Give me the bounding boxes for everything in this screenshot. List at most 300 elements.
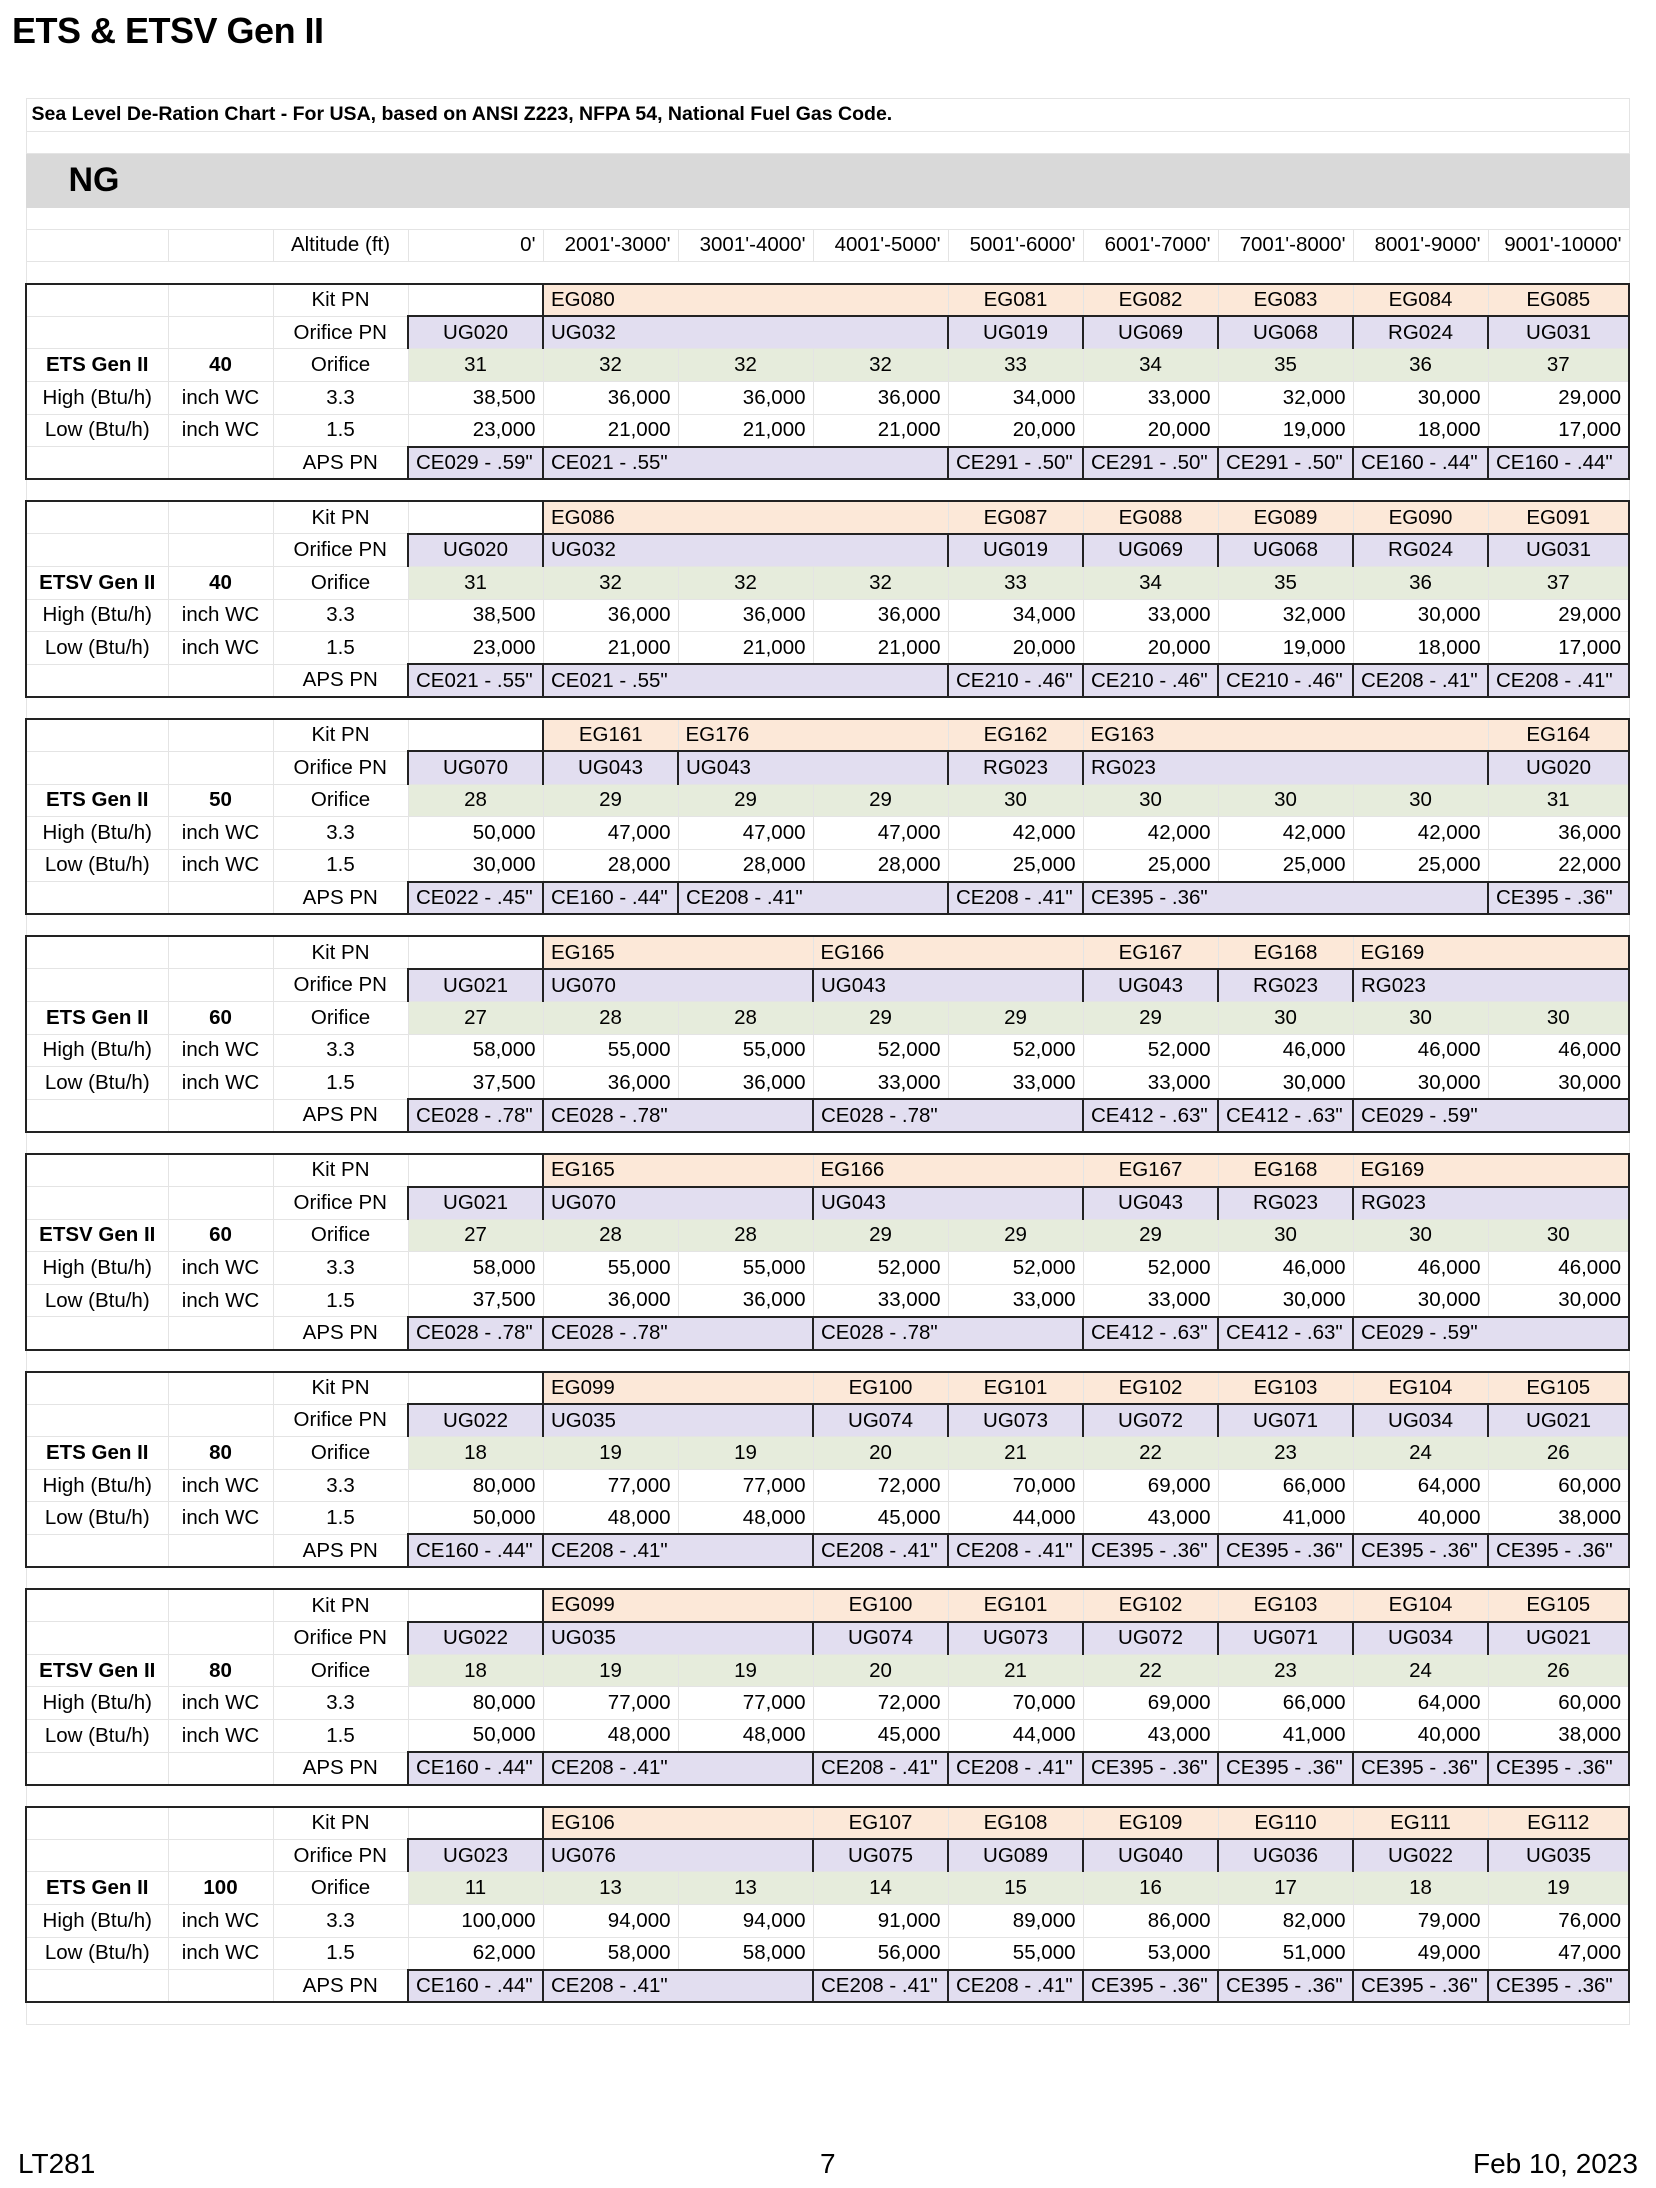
orifice-size: 29 bbox=[813, 1219, 948, 1252]
model-block-row bbox=[26, 1970, 1629, 2003]
model-block-row bbox=[26, 414, 1629, 447]
spacer-row bbox=[26, 1785, 1629, 1807]
orifice-size: 28 bbox=[678, 1002, 813, 1035]
pressure-unit: inch WC bbox=[168, 1904, 273, 1937]
kit-part-number: EG168 bbox=[1218, 936, 1353, 969]
row-label: APS PN bbox=[273, 447, 408, 480]
low-input-value: 30,000 bbox=[1353, 1067, 1488, 1100]
low-input-value: 30,000 bbox=[1218, 1284, 1353, 1317]
empty-cell bbox=[168, 534, 273, 567]
empty-cell bbox=[26, 1317, 168, 1350]
model-block-row bbox=[26, 1687, 1629, 1720]
high-input-value: 60,000 bbox=[1488, 1687, 1629, 1720]
altitude-column-header: 0' bbox=[408, 229, 543, 262]
low-input-value: 41,000 bbox=[1218, 1502, 1353, 1535]
orifice-part-number: UG021 bbox=[408, 969, 543, 1002]
kit-part-number: EG083 bbox=[1218, 284, 1353, 317]
spacer-row bbox=[26, 131, 1629, 153]
row-label: Kit PN bbox=[273, 1372, 408, 1405]
aps-part-number: CE028 - .78" bbox=[543, 1099, 813, 1132]
row-label: Kit PN bbox=[273, 1154, 408, 1187]
empty-cell bbox=[26, 1187, 168, 1220]
low-input-value: 21,000 bbox=[813, 632, 948, 665]
aps-part-number: CE029 - .59" bbox=[1353, 1099, 1629, 1132]
orifice-part-number: UG073 bbox=[948, 1404, 1083, 1437]
high-input-value: 66,000 bbox=[1218, 1687, 1353, 1720]
high-input-value: 55,000 bbox=[678, 1034, 813, 1067]
aps-part-number: CE395 - .36" bbox=[1488, 882, 1629, 915]
low-input-value: 20,000 bbox=[1083, 632, 1218, 665]
low-input-value: 21,000 bbox=[678, 414, 813, 447]
low-input-value: 36,000 bbox=[543, 1067, 678, 1100]
orifice-part-number: UG020 bbox=[408, 534, 543, 567]
aps-part-number: CE291 - .50" bbox=[1218, 447, 1353, 480]
orifice-size: 28 bbox=[678, 1219, 813, 1252]
orifice-size: 30 bbox=[1488, 1002, 1629, 1035]
document-id: LT281 bbox=[18, 2148, 96, 2179]
orifice-part-number: UG072 bbox=[1083, 1622, 1218, 1655]
model-block-row bbox=[26, 817, 1629, 850]
pressure-unit: inch WC bbox=[168, 1284, 273, 1317]
orifice-part-number: UG032 bbox=[543, 316, 948, 349]
low-input-value: 36,000 bbox=[678, 1284, 813, 1317]
aps-part-number: CE395 - .36" bbox=[1488, 1970, 1629, 2003]
row-label: Kit PN bbox=[273, 936, 408, 969]
aps-part-number: CE029 - .59" bbox=[408, 447, 543, 480]
orifice-part-number: UG031 bbox=[1488, 534, 1629, 567]
low-input-value: 18,000 bbox=[1353, 414, 1488, 447]
low-input-value: 30,000 bbox=[1488, 1284, 1629, 1317]
orifice-part-number: UG043 bbox=[1083, 1187, 1218, 1220]
low-pressure-value: 1.5 bbox=[273, 1719, 408, 1752]
orifice-size: 29 bbox=[1083, 1002, 1218, 1035]
aps-part-number: CE395 - .36" bbox=[1083, 1752, 1218, 1785]
low-input-value: 33,000 bbox=[948, 1284, 1083, 1317]
row-label: Low (Btu/h) bbox=[26, 1502, 168, 1535]
orifice-part-number: UG040 bbox=[1083, 1839, 1218, 1872]
high-pressure-value: 3.3 bbox=[273, 1034, 408, 1067]
orifice-part-number: UG021 bbox=[1488, 1622, 1629, 1655]
orifice-part-number: UG070 bbox=[543, 969, 813, 1002]
empty-cell bbox=[26, 1970, 168, 2003]
page-number: 7 bbox=[820, 2148, 836, 2179]
high-input-value: 38,500 bbox=[408, 599, 543, 632]
orifice-size: 13 bbox=[543, 1872, 678, 1905]
low-input-value: 25,000 bbox=[1353, 849, 1488, 882]
orifice-part-number: UG020 bbox=[1488, 751, 1629, 784]
row-label: High (Btu/h) bbox=[26, 1469, 168, 1502]
kit-part-number: EG112 bbox=[1488, 1807, 1629, 1840]
kit-part-number: EG104 bbox=[1353, 1589, 1488, 1622]
low-input-value: 33,000 bbox=[813, 1284, 948, 1317]
model-block-row bbox=[26, 349, 1629, 382]
aps-part-number: CE208 - .41" bbox=[678, 882, 948, 915]
high-pressure-value: 3.3 bbox=[273, 1687, 408, 1720]
pressure-unit: inch WC bbox=[168, 1034, 273, 1067]
model-name: ETSV Gen II bbox=[26, 1219, 168, 1252]
model-size: 80 bbox=[168, 1437, 273, 1470]
orifice-part-number: UG022 bbox=[1353, 1839, 1488, 1872]
low-input-value: 62,000 bbox=[408, 1937, 543, 1970]
kit-part-number: EG105 bbox=[1488, 1372, 1629, 1405]
empty-cell bbox=[26, 664, 168, 697]
orifice-part-number: UG036 bbox=[1218, 1839, 1353, 1872]
aps-part-number: CE160 - .44" bbox=[408, 1534, 543, 1567]
empty-cell bbox=[26, 447, 168, 480]
model-name: ETS Gen II bbox=[26, 349, 168, 382]
row-label: Orifice bbox=[273, 566, 408, 599]
model-block-row bbox=[26, 1154, 1629, 1187]
high-input-value: 52,000 bbox=[1083, 1034, 1218, 1067]
low-input-value: 33,000 bbox=[1083, 1067, 1218, 1100]
row-label: Orifice PN bbox=[273, 1622, 408, 1655]
high-input-value: 89,000 bbox=[948, 1904, 1083, 1937]
row-label: Low (Btu/h) bbox=[26, 1719, 168, 1752]
orifice-size: 17 bbox=[1218, 1872, 1353, 1905]
model-block-row bbox=[26, 1317, 1629, 1350]
row-label: High (Btu/h) bbox=[26, 1034, 168, 1067]
orifice-part-number: UG019 bbox=[948, 534, 1083, 567]
empty-cell bbox=[26, 969, 168, 1002]
row-label: Low (Btu/h) bbox=[26, 1067, 168, 1100]
high-input-value: 30,000 bbox=[1353, 381, 1488, 414]
aps-part-number: CE208 - .41" bbox=[948, 1534, 1083, 1567]
orifice-size: 30 bbox=[1353, 784, 1488, 817]
model-size: 60 bbox=[168, 1002, 273, 1035]
pressure-unit: inch WC bbox=[168, 599, 273, 632]
row-label: Kit PN bbox=[273, 1589, 408, 1622]
low-input-value: 20,000 bbox=[948, 414, 1083, 447]
empty-cell bbox=[26, 1372, 168, 1405]
aps-part-number: CE028 - .78" bbox=[813, 1317, 1083, 1350]
high-input-value: 70,000 bbox=[948, 1469, 1083, 1502]
kit-part-number: EG169 bbox=[1353, 1154, 1629, 1187]
row-label: Orifice bbox=[273, 1872, 408, 1905]
altitude-column-header: 8001'-9000' bbox=[1353, 229, 1488, 262]
high-input-value: 46,000 bbox=[1488, 1252, 1629, 1285]
empty-cell bbox=[26, 882, 168, 915]
orifice-size: 30 bbox=[1218, 784, 1353, 817]
kit-part-number: EG086 bbox=[543, 501, 948, 534]
high-input-value: 77,000 bbox=[678, 1469, 813, 1502]
high-input-value: 94,000 bbox=[543, 1904, 678, 1937]
empty-cell bbox=[168, 664, 273, 697]
model-block-row bbox=[26, 751, 1629, 784]
orifice-size: 24 bbox=[1353, 1654, 1488, 1687]
kit-part-number: EG091 bbox=[1488, 501, 1629, 534]
orifice-size: 13 bbox=[678, 1872, 813, 1905]
model-block-row bbox=[26, 566, 1629, 599]
high-input-value: 32,000 bbox=[1218, 599, 1353, 632]
model-block-row bbox=[26, 1654, 1629, 1687]
model-block-row bbox=[26, 534, 1629, 567]
aps-part-number: CE208 - .41" bbox=[948, 1752, 1083, 1785]
empty-cell bbox=[26, 1099, 168, 1132]
orifice-part-number: UG034 bbox=[1353, 1622, 1488, 1655]
model-size: 100 bbox=[168, 1872, 273, 1905]
orifice-size: 33 bbox=[948, 349, 1083, 382]
spacer-row bbox=[26, 697, 1629, 719]
model-block-row bbox=[26, 1719, 1629, 1752]
aps-part-number: CE208 - .41" bbox=[543, 1534, 813, 1567]
orifice-size: 30 bbox=[1218, 1002, 1353, 1035]
low-input-value: 44,000 bbox=[948, 1719, 1083, 1752]
kit-part-number: EG161 bbox=[543, 719, 678, 752]
spacer-row bbox=[26, 1567, 1629, 1589]
row-label: Orifice PN bbox=[273, 534, 408, 567]
kit-part-number: EG167 bbox=[1083, 936, 1218, 969]
orifice-size: 29 bbox=[948, 1219, 1083, 1252]
orifice-size: 23 bbox=[1218, 1654, 1353, 1687]
spacer-row bbox=[26, 262, 1629, 284]
altitude-column-header: 7001'-8000' bbox=[1218, 229, 1353, 262]
orifice-part-number: UG074 bbox=[813, 1404, 948, 1437]
orifice-size: 32 bbox=[813, 566, 948, 599]
low-input-value: 47,000 bbox=[1488, 1937, 1629, 1970]
kit-part-number: EG085 bbox=[1488, 284, 1629, 317]
orifice-part-number: UG068 bbox=[1218, 316, 1353, 349]
aps-part-number: CE160 - .44" bbox=[408, 1970, 543, 2003]
orifice-size: 19 bbox=[543, 1654, 678, 1687]
pressure-unit: inch WC bbox=[168, 414, 273, 447]
model-block-row bbox=[26, 599, 1629, 632]
kit-part-number: EG164 bbox=[1488, 719, 1629, 752]
low-input-value: 25,000 bbox=[948, 849, 1083, 882]
altitude-column-header: 6001'-7000' bbox=[1083, 229, 1218, 262]
kit-part-number: EG167 bbox=[1083, 1154, 1218, 1187]
low-input-value: 20,000 bbox=[948, 632, 1083, 665]
row-label: High (Btu/h) bbox=[26, 1687, 168, 1720]
aps-part-number: CE028 - .78" bbox=[408, 1099, 543, 1132]
row-label: Orifice PN bbox=[273, 969, 408, 1002]
orifice-size: 27 bbox=[408, 1219, 543, 1252]
altitude-column-header: 4001'-5000' bbox=[813, 229, 948, 262]
model-size: 50 bbox=[168, 784, 273, 817]
aps-part-number: CE412 - .63" bbox=[1218, 1099, 1353, 1132]
high-input-value: 33,000 bbox=[1083, 599, 1218, 632]
model-name: ETS Gen II bbox=[26, 784, 168, 817]
row-label: APS PN bbox=[273, 882, 408, 915]
pressure-unit: inch WC bbox=[168, 1252, 273, 1285]
orifice-size: 31 bbox=[1488, 784, 1629, 817]
aps-part-number: CE021 - .55" bbox=[408, 664, 543, 697]
aps-part-number: CE395 - .36" bbox=[1353, 1970, 1488, 2003]
orifice-size: 36 bbox=[1353, 566, 1488, 599]
aps-part-number: CE022 - .45" bbox=[408, 882, 543, 915]
orifice-part-number: UG021 bbox=[1488, 1404, 1629, 1437]
kit-part-number: EG110 bbox=[1218, 1807, 1353, 1840]
aps-part-number: CE395 - .36" bbox=[1353, 1534, 1488, 1567]
empty-cell bbox=[26, 501, 168, 534]
high-input-value: 55,000 bbox=[543, 1034, 678, 1067]
orifice-part-number: UG069 bbox=[1083, 534, 1218, 567]
low-input-value: 56,000 bbox=[813, 1937, 948, 1970]
model-size: 40 bbox=[168, 566, 273, 599]
orifice-part-number: UG031 bbox=[1488, 316, 1629, 349]
row-label: APS PN bbox=[273, 1970, 408, 2003]
orifice-size: 32 bbox=[813, 349, 948, 382]
row-label: Orifice PN bbox=[273, 316, 408, 349]
model-block-row bbox=[26, 1002, 1629, 1035]
aps-part-number: CE210 - .46" bbox=[948, 664, 1083, 697]
low-input-value: 33,000 bbox=[948, 1067, 1083, 1100]
pressure-unit: inch WC bbox=[168, 849, 273, 882]
high-input-value: 94,000 bbox=[678, 1904, 813, 1937]
kit-part-number: EG165 bbox=[543, 936, 813, 969]
model-block-row bbox=[26, 316, 1629, 349]
orifice-size: 21 bbox=[948, 1654, 1083, 1687]
orifice-size: 30 bbox=[1218, 1219, 1353, 1252]
orifice-size: 29 bbox=[543, 784, 678, 817]
high-input-value: 46,000 bbox=[1353, 1252, 1488, 1285]
model-block-row bbox=[26, 1252, 1629, 1285]
kit-part-number: EG089 bbox=[1218, 501, 1353, 534]
model-size: 40 bbox=[168, 349, 273, 382]
spacer-row bbox=[26, 1132, 1629, 1154]
orifice-part-number: UG071 bbox=[1218, 1404, 1353, 1437]
altitude-column-header: 3001'-4000' bbox=[678, 229, 813, 262]
orifice-part-number: RG023 bbox=[1218, 1187, 1353, 1220]
low-input-value: 44,000 bbox=[948, 1502, 1083, 1535]
high-input-value: 82,000 bbox=[1218, 1904, 1353, 1937]
pressure-unit: inch WC bbox=[168, 632, 273, 665]
aps-part-number: CE208 - .41" bbox=[1353, 664, 1488, 697]
model-name: ETS Gen II bbox=[26, 1002, 168, 1035]
orifice-size: 31 bbox=[408, 566, 543, 599]
orifice-part-number: UG043 bbox=[1083, 969, 1218, 1002]
row-label: Orifice PN bbox=[273, 1404, 408, 1437]
orifice-part-number: UG022 bbox=[408, 1622, 543, 1655]
kit-part-number: EG102 bbox=[1083, 1589, 1218, 1622]
kit-part-number: EG088 bbox=[1083, 501, 1218, 534]
orifice-size: 35 bbox=[1218, 349, 1353, 382]
empty-cell bbox=[168, 936, 273, 969]
orifice-size: 29 bbox=[813, 1002, 948, 1035]
aps-part-number: CE021 - .55" bbox=[543, 664, 948, 697]
orifice-part-number: UG073 bbox=[948, 1622, 1083, 1655]
orifice-part-number: UG022 bbox=[408, 1404, 543, 1437]
empty-cell bbox=[408, 936, 543, 969]
orifice-size: 22 bbox=[1083, 1437, 1218, 1470]
aps-part-number: CE028 - .78" bbox=[813, 1099, 1083, 1132]
high-pressure-value: 3.3 bbox=[273, 1469, 408, 1502]
orifice-size: 30 bbox=[1488, 1219, 1629, 1252]
high-input-value: 34,000 bbox=[948, 381, 1083, 414]
empty-cell bbox=[168, 1372, 273, 1405]
high-input-value: 34,000 bbox=[948, 599, 1083, 632]
high-input-value: 58,000 bbox=[408, 1252, 543, 1285]
high-input-value: 72,000 bbox=[813, 1687, 948, 1720]
high-input-value: 42,000 bbox=[1218, 817, 1353, 850]
orifice-size: 16 bbox=[1083, 1872, 1218, 1905]
low-pressure-value: 1.5 bbox=[273, 849, 408, 882]
kit-part-number: EG111 bbox=[1353, 1807, 1488, 1840]
high-input-value: 42,000 bbox=[1083, 817, 1218, 850]
low-input-value: 36,000 bbox=[543, 1284, 678, 1317]
model-block-row bbox=[26, 936, 1629, 969]
orifice-size: 22 bbox=[1083, 1654, 1218, 1687]
high-input-value: 33,000 bbox=[1083, 381, 1218, 414]
orifice-size: 14 bbox=[813, 1872, 948, 1905]
orifice-size: 29 bbox=[948, 1002, 1083, 1035]
aps-part-number: CE029 - .59" bbox=[1353, 1317, 1629, 1350]
pressure-unit: inch WC bbox=[168, 817, 273, 850]
high-input-value: 36,000 bbox=[813, 381, 948, 414]
model-block-row bbox=[26, 1404, 1629, 1437]
low-input-value: 51,000 bbox=[1218, 1937, 1353, 1970]
low-input-value: 33,000 bbox=[813, 1067, 948, 1100]
orifice-size: 30 bbox=[948, 784, 1083, 817]
high-input-value: 52,000 bbox=[813, 1034, 948, 1067]
empty-cell bbox=[26, 1154, 168, 1187]
model-block-row bbox=[26, 1437, 1629, 1470]
high-input-value: 64,000 bbox=[1353, 1687, 1488, 1720]
empty-cell bbox=[168, 316, 273, 349]
high-input-value: 55,000 bbox=[678, 1252, 813, 1285]
kit-part-number: EG166 bbox=[813, 1154, 1083, 1187]
kit-part-number: EG162 bbox=[948, 719, 1083, 752]
altitude-column-header: 9001'-10000' bbox=[1488, 229, 1629, 262]
empty-cell bbox=[168, 1839, 273, 1872]
model-block-row bbox=[26, 1219, 1629, 1252]
orifice-size: 18 bbox=[408, 1437, 543, 1470]
orifice-size: 32 bbox=[543, 566, 678, 599]
model-block-row bbox=[26, 1469, 1629, 1502]
pressure-unit: inch WC bbox=[168, 1067, 273, 1100]
orifice-size: 28 bbox=[543, 1002, 678, 1035]
orifice-part-number: UG074 bbox=[813, 1622, 948, 1655]
low-input-value: 43,000 bbox=[1083, 1719, 1218, 1752]
low-input-value: 19,000 bbox=[1218, 414, 1353, 447]
kit-part-number: EG103 bbox=[1218, 1372, 1353, 1405]
empty-cell bbox=[26, 1839, 168, 1872]
orifice-part-number: UG034 bbox=[1353, 1404, 1488, 1437]
model-block-row bbox=[26, 1187, 1629, 1220]
high-input-value: 47,000 bbox=[813, 817, 948, 850]
row-label: APS PN bbox=[273, 1534, 408, 1567]
kit-part-number: EG081 bbox=[948, 284, 1083, 317]
high-input-value: 77,000 bbox=[678, 1687, 813, 1720]
low-input-value: 55,000 bbox=[948, 1937, 1083, 1970]
low-input-value: 23,000 bbox=[408, 632, 543, 665]
model-block-row bbox=[26, 1807, 1629, 1840]
pressure-unit: inch WC bbox=[168, 1502, 273, 1535]
empty-cell bbox=[26, 1752, 168, 1785]
model-block-row bbox=[26, 501, 1629, 534]
empty-cell bbox=[26, 936, 168, 969]
low-input-value: 38,000 bbox=[1488, 1719, 1629, 1752]
row-label: Low (Btu/h) bbox=[26, 1284, 168, 1317]
low-input-value: 21,000 bbox=[543, 632, 678, 665]
model-block-row bbox=[26, 1872, 1629, 1905]
orifice-size: 29 bbox=[813, 784, 948, 817]
spacer-row bbox=[26, 1350, 1629, 1372]
orifice-size: 19 bbox=[678, 1654, 813, 1687]
aps-part-number: CE160 - .44" bbox=[543, 882, 678, 915]
spacer-row bbox=[26, 207, 1629, 229]
kit-part-number: EG099 bbox=[543, 1589, 813, 1622]
kit-part-number: EG082 bbox=[1083, 284, 1218, 317]
high-input-value: 77,000 bbox=[543, 1469, 678, 1502]
high-input-value: 36,000 bbox=[813, 599, 948, 632]
model-name: ETS Gen II bbox=[26, 1437, 168, 1470]
low-input-value: 48,000 bbox=[678, 1502, 813, 1535]
low-input-value: 28,000 bbox=[813, 849, 948, 882]
altitude-label: Altitude (ft) bbox=[273, 229, 408, 262]
row-label: Orifice bbox=[273, 1219, 408, 1252]
pressure-unit: inch WC bbox=[168, 381, 273, 414]
empty-cell bbox=[168, 1622, 273, 1655]
